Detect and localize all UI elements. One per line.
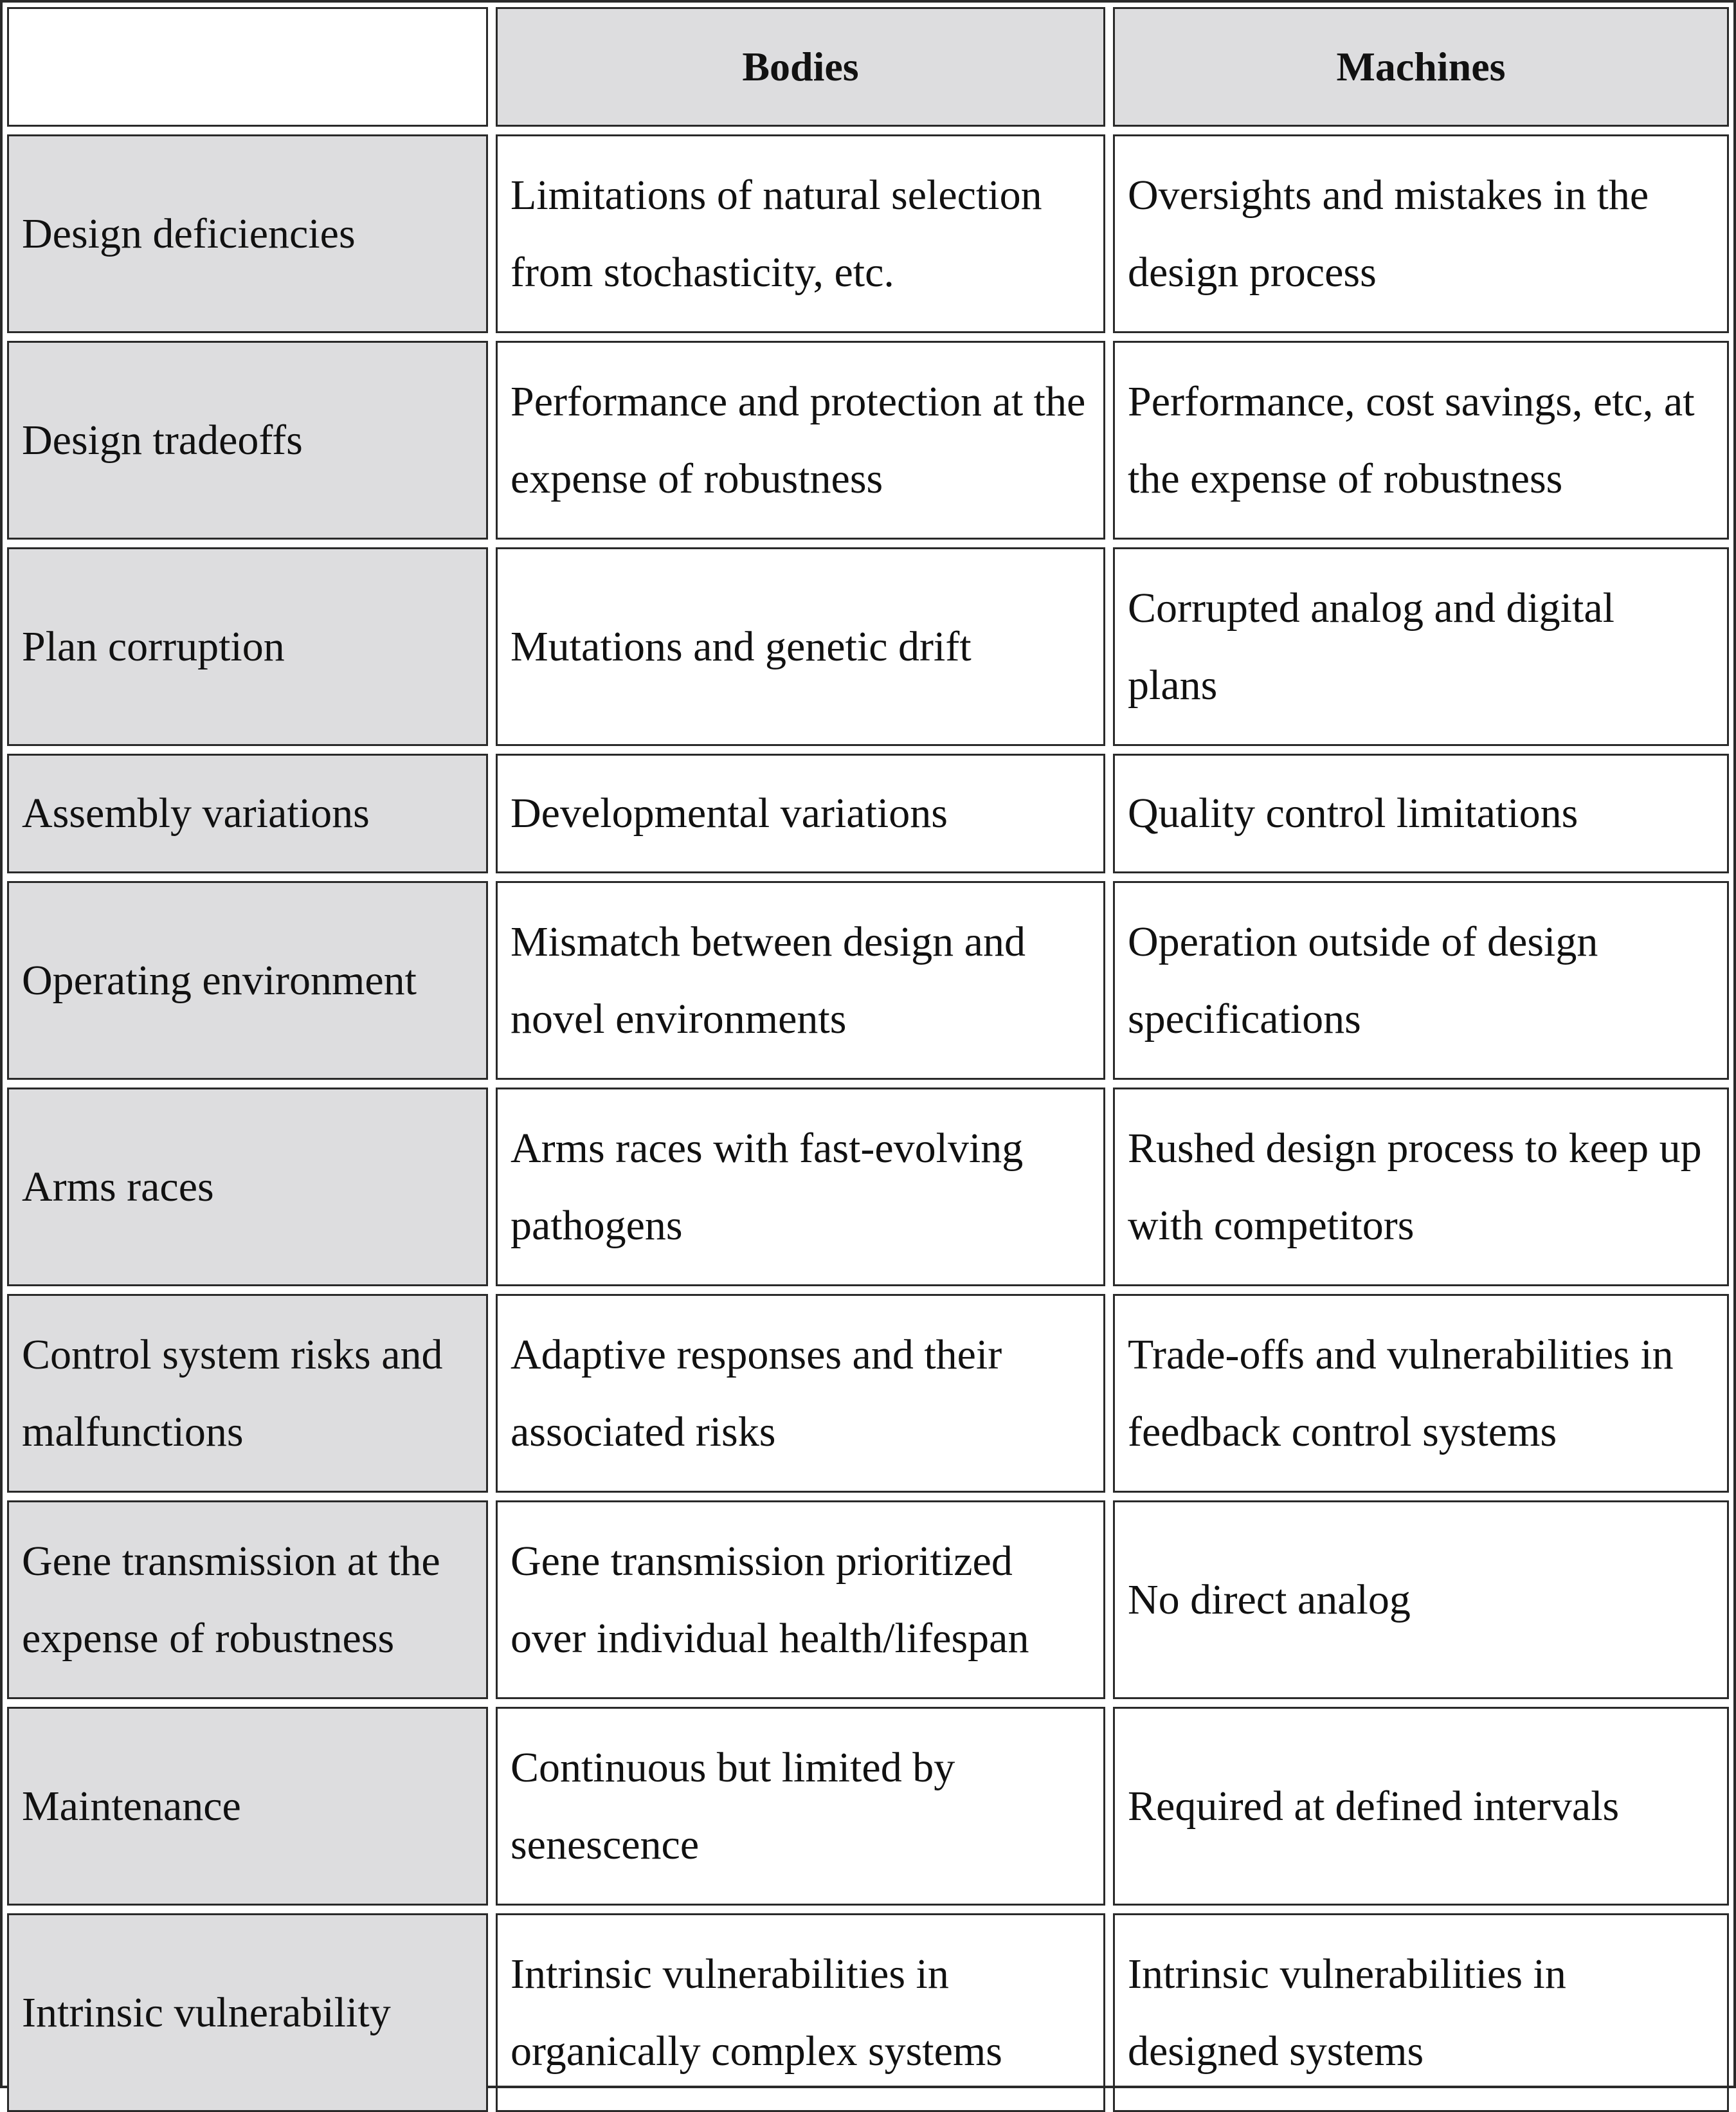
row-label: [7, 881, 488, 1080]
machines-cell: [1113, 1707, 1729, 1906]
row-label: [7, 1707, 488, 1906]
row-label: [7, 1913, 488, 2112]
row-label-text: Control system risks and malfunctions: [22, 1331, 443, 1455]
bodies-cell-text: Continuous but limited by senescence: [511, 1743, 955, 1868]
bodies-cell: [496, 1088, 1105, 1286]
machines-cell-text: Oversights and mistakes in the design process: [1128, 171, 1649, 296]
row-label: [7, 341, 488, 540]
bodies-cell-text: Mutations and genetic drift: [511, 623, 972, 670]
bodies-cell-text: Gene transmission prioritized over individual health/lifespan: [511, 1537, 1029, 1662]
row-label: [7, 754, 488, 873]
machines-cell-text: Required at defined intervals: [1128, 1782, 1620, 1830]
machines-cell: [1113, 754, 1729, 873]
machines-cell-text: Corrupted analog and digital plans: [1128, 584, 1614, 709]
header-machines-text: Machines: [1336, 44, 1506, 89]
machines-cell: [1113, 547, 1729, 746]
corner-header-cell: [7, 7, 488, 127]
machines-cell: [1113, 1294, 1729, 1493]
machines-cell-text: Trade-offs and vulnerabilities in feedback control systems: [1128, 1331, 1674, 1455]
bodies-cell: [496, 881, 1105, 1080]
bodies-cell-text: Intrinsic vulnerabilities in organically complex systems: [511, 1950, 1002, 2075]
bodies-cell-text: Limitations of natural selection from stochasticity, etc.: [511, 171, 1042, 296]
bodies-cell: [496, 1913, 1105, 2112]
row-label: [7, 1294, 488, 1493]
machines-cell: [1113, 341, 1729, 540]
machines-cell: [1113, 134, 1729, 333]
bodies-cell: [496, 1500, 1105, 1699]
row-label-text: Design deficiencies: [22, 210, 356, 257]
bodies-cell-text: Performance and protection at the expense of robustness: [511, 378, 1086, 502]
row-label-text: Arms races: [22, 1163, 214, 1210]
bodies-cell: [496, 547, 1105, 746]
bodies-cell: [496, 754, 1105, 873]
bodies-cell-text: Developmental variations: [511, 790, 948, 837]
bodies-cell-text: Arms races with fast-evolving pathogens: [511, 1124, 1024, 1249]
machines-cell-text: Performance, cost savings, etc, at the expense of robustness: [1128, 378, 1695, 502]
bodies-cell: [496, 1707, 1105, 1906]
row-label: [7, 1088, 488, 1286]
machines-cell-text: Operation outside of design specifications: [1128, 918, 1598, 1042]
header-bodies: [496, 7, 1105, 127]
row-label: [7, 547, 488, 746]
header-bodies-text: Bodies: [742, 44, 859, 89]
row-label: [7, 1500, 488, 1699]
row-label-text: Assembly variations: [22, 790, 370, 837]
machines-cell: [1113, 1500, 1729, 1699]
row-label-text: Operating environment: [22, 956, 417, 1004]
table-grid: [7, 7, 1729, 2081]
machines-cell: [1113, 1913, 1729, 2112]
bodies-cell: [496, 341, 1105, 540]
bodies-cell-text: Mismatch between design and novel environments: [511, 918, 1026, 1042]
machines-cell: [1113, 881, 1729, 1080]
bodies-cell: [496, 134, 1105, 333]
header-machines: [1113, 7, 1729, 127]
bodies-cell: [496, 1294, 1105, 1493]
machines-cell: [1113, 1088, 1729, 1286]
row-label-text: Plan corruption: [22, 623, 285, 670]
machines-cell-text: Intrinsic vulnerabilities in designed systems: [1128, 1950, 1566, 2075]
row-label: [7, 134, 488, 333]
machines-cell-text: No direct analog: [1128, 1576, 1411, 1623]
machines-cell-text: Rushed design process to keep up with competitors: [1128, 1124, 1702, 1249]
row-label-text: Gene transmission at the expense of robustness: [22, 1537, 440, 1662]
machines-cell-text: Quality control limitations: [1128, 790, 1578, 837]
row-label-text: Maintenance: [22, 1782, 241, 1830]
bodies-cell-text: Adaptive responses and their associated risks: [511, 1331, 1002, 1455]
row-label-text: Intrinsic vulnerability: [22, 1989, 391, 2036]
row-label-text: Design tradeoffs: [22, 416, 303, 464]
